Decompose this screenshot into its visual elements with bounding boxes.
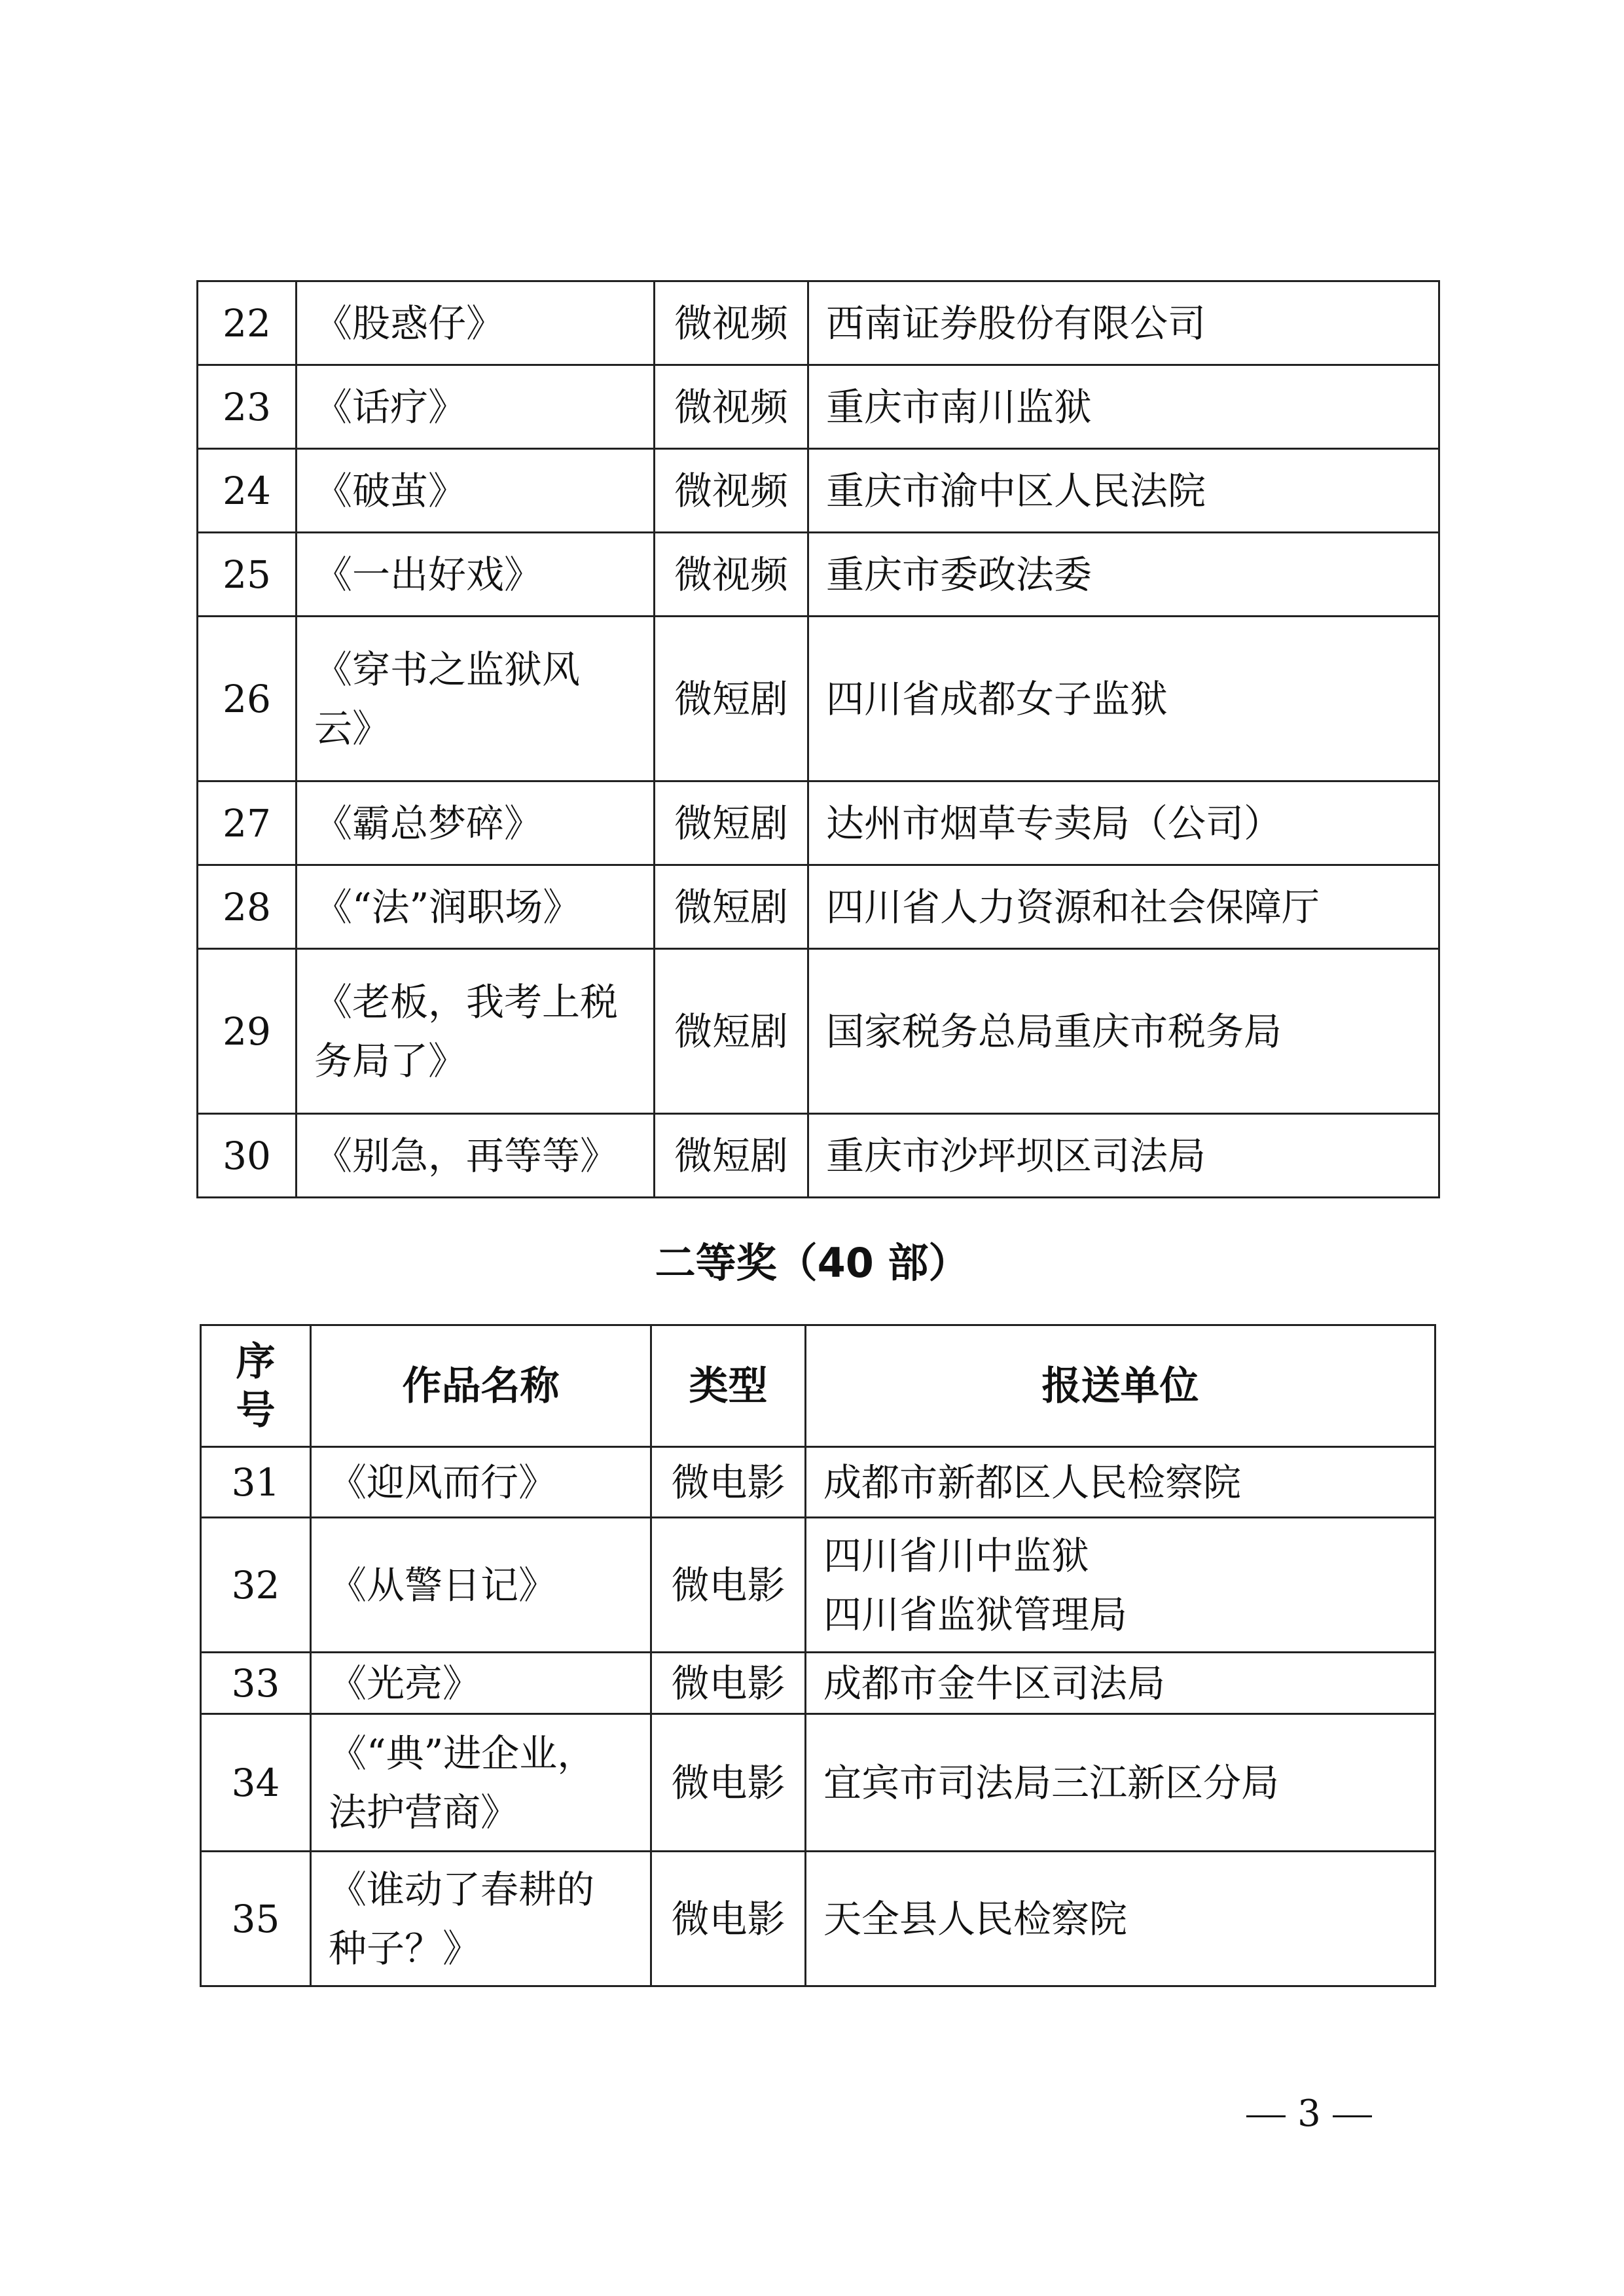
row-number: 35 [201, 1852, 311, 1986]
work-title: 《光亮》 [311, 1653, 651, 1714]
work-type: 微视频 [655, 365, 808, 449]
work-title-line: 《谁动了春耕的 [329, 1867, 595, 1912]
submitting-unit: 四川省人力资源和社会保障厅 [808, 865, 1439, 949]
table-row [198, 1114, 1439, 1198]
work-type: 微短剧 [655, 1114, 808, 1198]
submitting-unit: 重庆市渝中区人民法院 [808, 449, 1439, 533]
work-title-line: 云》 [314, 706, 391, 751]
submitting-unit: 宜宾市司法局三江新区分局 [806, 1714, 1435, 1852]
work-title: 《从警日记》 [311, 1518, 651, 1653]
header-submitting-unit: 报送单位 [806, 1325, 1435, 1447]
page-number-dash-right [1333, 2115, 1372, 2117]
submitting-unit: 重庆市南川监狱 [808, 365, 1439, 449]
header-serial-line: 号 [236, 1387, 276, 1433]
row-number: 28 [198, 865, 297, 949]
header-serial-number [201, 1325, 311, 1447]
work-title: 《“法”润职场》 [297, 865, 655, 949]
row-number: 30 [198, 1114, 297, 1198]
table-row [198, 949, 1439, 1114]
work-type: 微电影 [651, 1852, 806, 1986]
work-title [297, 949, 655, 1114]
row-number: 29 [198, 949, 297, 1114]
work-title: 《话疗》 [297, 365, 655, 449]
submitting-unit: 四川省成都女子监狱 [808, 617, 1439, 781]
submitting-unit: 成都市金牛区司法局 [806, 1653, 1435, 1714]
section-title-second-prize: 二等奖（40 部） [655, 1239, 969, 1287]
work-title: 《迎风而行》 [311, 1447, 651, 1518]
row-number: 34 [201, 1714, 311, 1852]
submitting-unit: 天全县人民检察院 [806, 1852, 1435, 1986]
work-title: 《一出好戏》 [297, 533, 655, 617]
work-title-line: 《穿书之监狱风 [314, 647, 581, 692]
row-number: 24 [198, 449, 297, 533]
work-type: 微电影 [651, 1447, 806, 1518]
award-table-second-prize [200, 1324, 1436, 1987]
table-row [201, 1518, 1435, 1653]
work-title [297, 617, 655, 781]
work-type: 微电影 [651, 1714, 806, 1852]
row-number: 22 [198, 281, 297, 365]
table-row [198, 781, 1439, 865]
row-number: 25 [198, 533, 297, 617]
work-title: 《别急，再等等》 [297, 1114, 655, 1198]
table-header-row [201, 1325, 1435, 1447]
table-row [201, 1447, 1435, 1518]
table-row [201, 1653, 1435, 1714]
table-row [201, 1714, 1435, 1852]
table-row [201, 1852, 1435, 1986]
page-number-dash-left [1246, 2115, 1286, 2117]
work-type: 微短剧 [655, 949, 808, 1114]
work-type: 微短剧 [655, 781, 808, 865]
page-number-footer [1231, 2088, 1388, 2140]
work-title [311, 1852, 651, 1986]
header-work-title: 作品名称 [311, 1325, 651, 1447]
table-row [198, 617, 1439, 781]
row-number: 33 [201, 1653, 311, 1714]
work-title [311, 1714, 651, 1852]
work-type: 微视频 [655, 449, 808, 533]
submitting-unit: 重庆市沙坪坝区司法局 [808, 1114, 1439, 1198]
work-title: 《破茧》 [297, 449, 655, 533]
header-serial-line: 序 [236, 1338, 276, 1385]
work-title: 《霸总梦碎》 [297, 781, 655, 865]
award-table-first-prize-continued [196, 280, 1440, 1198]
submitting-unit: 国家税务总局重庆市税务局 [808, 949, 1439, 1114]
row-number: 27 [198, 781, 297, 865]
table-row [198, 281, 1439, 365]
submitting-unit: 达州市烟草专卖局（公司） [808, 781, 1439, 865]
table-row [198, 365, 1439, 449]
submitting-unit: 重庆市委政法委 [808, 533, 1439, 617]
work-type: 微短剧 [655, 617, 808, 781]
work-title-line: 法护营商》 [329, 1789, 519, 1835]
work-type: 微短剧 [655, 865, 808, 949]
work-title-line: 务局了》 [314, 1038, 467, 1083]
work-type: 微视频 [655, 281, 808, 365]
work-title-line: 《老板，我考上税 [314, 979, 619, 1024]
table-row [198, 533, 1439, 617]
work-type: 微电影 [651, 1518, 806, 1653]
submitting-unit-line: 四川省川中监狱 [823, 1533, 1090, 1578]
work-title-line: 《“典”进企业， [329, 1731, 596, 1776]
row-number: 32 [201, 1518, 311, 1653]
submitting-unit: 成都市新都区人民检察院 [806, 1447, 1435, 1518]
table-row [198, 865, 1439, 949]
header-work-type: 类型 [651, 1325, 806, 1447]
submitting-unit [806, 1518, 1435, 1653]
work-type: 微电影 [651, 1653, 806, 1714]
work-title: 《股惑仔》 [297, 281, 655, 365]
submitting-unit: 西南证券股份有限公司 [808, 281, 1439, 365]
work-title-line: 种子？》 [329, 1926, 481, 1971]
row-number: 26 [198, 617, 297, 781]
submitting-unit-line: 四川省监狱管理局 [823, 1592, 1128, 1637]
work-type: 微视频 [655, 533, 808, 617]
row-number: 23 [198, 365, 297, 449]
row-number: 31 [201, 1447, 311, 1518]
page-number: 3 [1297, 2092, 1321, 2135]
table-row [198, 449, 1439, 533]
